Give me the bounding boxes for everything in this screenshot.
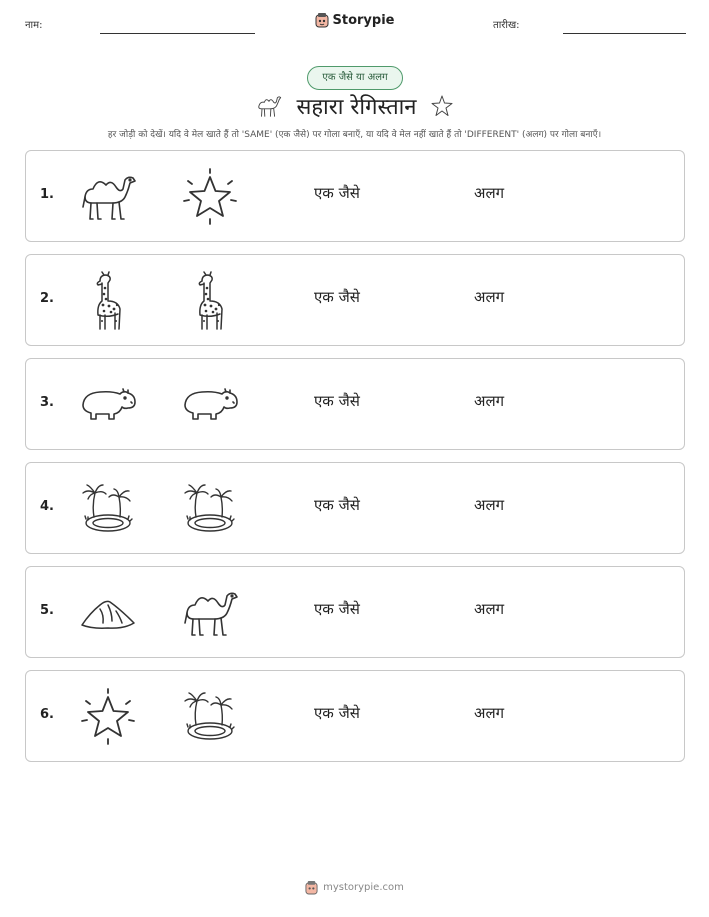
oasis-icon [180, 479, 240, 539]
row-number: 5. [40, 603, 54, 618]
giraffe-icon [180, 271, 240, 331]
different-option[interactable]: अलग [474, 392, 505, 410]
pair-row [25, 566, 685, 658]
same-option[interactable]: एक जैसे [314, 392, 360, 410]
hippo-icon [78, 375, 138, 435]
star-icon [180, 167, 240, 227]
camel-icon [252, 92, 286, 120]
row-number: 6. [40, 707, 54, 722]
star-icon [78, 687, 138, 747]
star-icon [427, 91, 457, 121]
different-option[interactable]: अलग [474, 600, 505, 618]
date-line[interactable] [563, 33, 686, 34]
instructions: हर जोड़ी को देखें। यदि वे मेल खाते हैं तो 'SAME' (एक जैसे) पर गोला बनाएँ, या यदि वे मेल नहीं खाते हैं तो 'DIFFERENT' (अलग) पर गोला बनाएँ। [107, 130, 602, 140]
title-row [0, 90, 709, 122]
oasis-icon [78, 479, 138, 539]
storypie-logo-icon [315, 12, 329, 28]
same-option[interactable]: एक जैसे [314, 184, 360, 202]
different-option[interactable]: अलग [474, 288, 505, 306]
pair-row [25, 150, 685, 242]
hippo-icon [180, 375, 240, 435]
different-option[interactable]: अलग [474, 704, 505, 722]
name-line[interactable] [100, 33, 255, 34]
date-label: तारीख: [493, 20, 520, 31]
footer [0, 880, 709, 899]
oasis-icon [180, 687, 240, 747]
storypie-logo-icon [305, 880, 318, 895]
row-number: 4. [40, 499, 54, 514]
brand-name: Storypie [332, 12, 395, 28]
pair-row [25, 462, 685, 554]
pair-row [25, 358, 685, 450]
row-number: 1. [40, 187, 54, 202]
pair-row [25, 254, 685, 346]
sand-dune-icon [78, 583, 138, 643]
brand [0, 12, 709, 32]
same-option[interactable]: एक जैसे [314, 288, 360, 306]
same-option[interactable]: एक जैसे [314, 496, 360, 514]
same-option[interactable]: एक जैसे [314, 600, 360, 618]
name-label: नाम: [25, 20, 43, 31]
worksheet-type-tag: एक जैसे या अलग [307, 66, 403, 90]
pair-row [25, 670, 685, 762]
row-number: 2. [40, 291, 54, 306]
camel-icon [180, 583, 240, 643]
same-option[interactable]: एक जैसे [314, 704, 360, 722]
different-option[interactable]: अलग [474, 496, 505, 514]
camel-icon [78, 167, 138, 227]
different-option[interactable]: अलग [474, 184, 505, 202]
page-title: सहारा रेगिस्तान [296, 95, 417, 120]
footer-url[interactable]: mystorypie.com [323, 882, 404, 893]
row-number: 3. [40, 395, 54, 410]
giraffe-icon [78, 271, 138, 331]
